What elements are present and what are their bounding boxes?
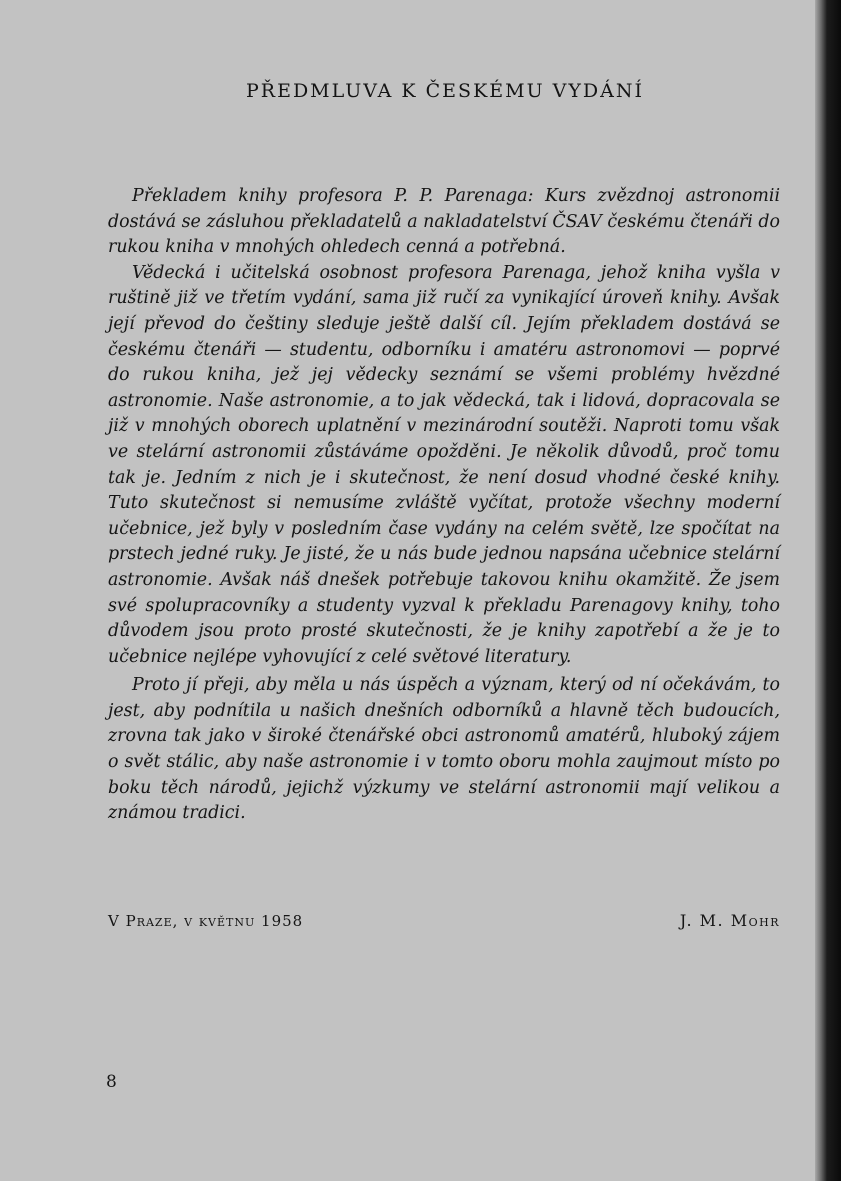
paragraph-2: Vědecká i učitelská osobnost profesora Parenaga, jehož kniha vyšla v ruštině již ve třetím vydání, sama již ručí za vynikající úroveň knihy. Avšak její převod do češtiny sleduje ještě další cíl. Jejím překladem dostává se českému čtenáři — studentu, odborníku i amatéru astronomovi — poprvé do rukou kniha, jež jej vědecky seznámí se všemi problémy hvězdné astronomie. Naše astronomie, a to jak vědecká, tak i lidová, dopracovala se již v mnohých oborech uplatnění v mezinárodní soutěži. Naproti tomu však ve stelární astronomii zůstáváme opožděni. Je několik důvodů, proč tomu tak je. Jedním z nich je i skutečnost, že není dosud vhodné české knihy. Tuto skutečnost si nemusíme zvláště vyčítat, protože všechny moderní učebnice, jež byly v posledním čase vydány na celém světě, lze spočítat na prstech jedné ruky. Je jisté, že u nás bude jednou napsána učebnice stelární astronomie. Avšak náš dnešek potřebuje takovou knihu okamžitě. Že jsem své spolupracovníky a studenty vyzval k překladu Parenagovy knihy, toho důvodem jsou proto prosté skutečnosti, že je knihy zapotřebí a že je to učebnice nejlépe vyhovující z celé světové literatury. [108,262,780,667]
paragraph-1: Překladem knihy profesora P. P. Parenaga: Kurs zvězdnoj astronomii dostává se zásluhou překladatelů a nakladatelství ČSAV českému čtenáři do rukou kniha v mnohých ohledech cenná a potřebná. [108,186,780,258]
preface-body [108,184,780,827]
place-date: V Praze, v květnu 1958 [108,912,304,930]
page-number: 8 [106,1072,117,1092]
page-gutter-shadow [815,0,841,1181]
signature-row [108,911,780,930]
author-name: J. M. Mohr [679,911,780,930]
paragraph-3: Proto jí přeji, aby měla u nás úspěch a význam, který od ní očekávám, to jest, aby podnítila u našich dnešních odborníků a hlavně těch budoucích, zrovna tak jako v široké čtenářské obci astronomů amatérů, hluboký zájem o svět stálic, aby naše astronomie i v tomto oboru mohla zaujmout místo po boku těch národů, jejichž výzkumy ve stelární astronomii mají velikou a známou tradici. [108,675,780,824]
page-title: PŘEDMLUVA K ČESKÉMU VYDÁNÍ [245,80,644,102]
